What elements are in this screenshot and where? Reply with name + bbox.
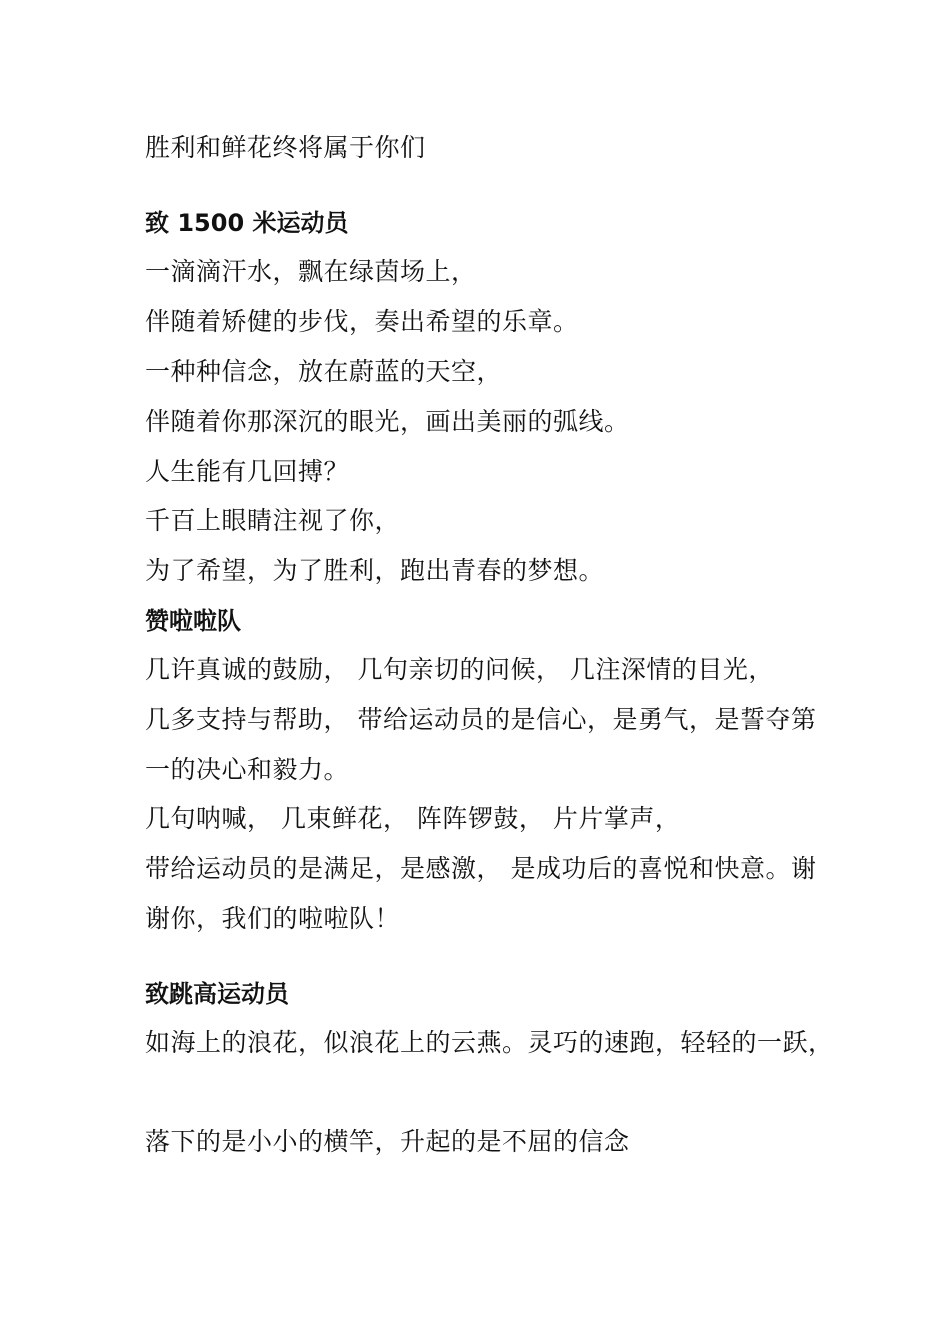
poem-line: 伴随着你那深沉的眼光，画出美丽的弧线。	[145, 407, 630, 436]
poem-line: 几句呐喊， 几束鲜花， 阵阵锣鼓， 片片掌声，	[145, 804, 681, 833]
poem-line: 带给运动员的是满足，是感激， 是成功后的喜悦和快意。谢	[145, 854, 817, 883]
poem-line: 一种种信念，放在蔚蓝的天空，	[145, 357, 503, 386]
poem-line: 伴随着矫健的步伐，奏出希望的乐章。	[145, 307, 579, 336]
poem-line: 如海上的浪花，似浪花上的云燕。灵巧的速跑，轻轻的一跃，	[145, 1028, 834, 1057]
section-title-high-jump: 致跳高运动员	[145, 980, 289, 1008]
poem-line: 几多支持与帮助， 带给运动员的是信心，是勇气，是誓夺第	[145, 705, 817, 734]
poem-line: 几许真诚的鼓励， 几句亲切的问候， 几注深情的目光，	[145, 655, 774, 684]
poem-line: 落下的是小小的横竿，升起的是不屈的信念	[145, 1127, 630, 1156]
poem-line: 一的决心和毅力。	[145, 755, 350, 784]
poem-line: 为了希望，为了胜利，跑出青春的梦想。	[145, 556, 605, 585]
section-title-cheerleaders: 赞啦啦队	[145, 607, 241, 635]
intro-line: 胜利和鲜花终将属于你们	[145, 133, 426, 162]
poem-line: 人生能有几回搏？	[145, 457, 350, 486]
section-title-1500m: 致 1500 米运动员	[145, 209, 349, 237]
poem-line: 千百上眼睛注视了你，	[145, 506, 401, 535]
poem-line: 一滴滴汗水，飘在绿茵场上，	[145, 257, 477, 286]
poem-line: 谢你，我们的啦啦队！	[145, 904, 401, 933]
